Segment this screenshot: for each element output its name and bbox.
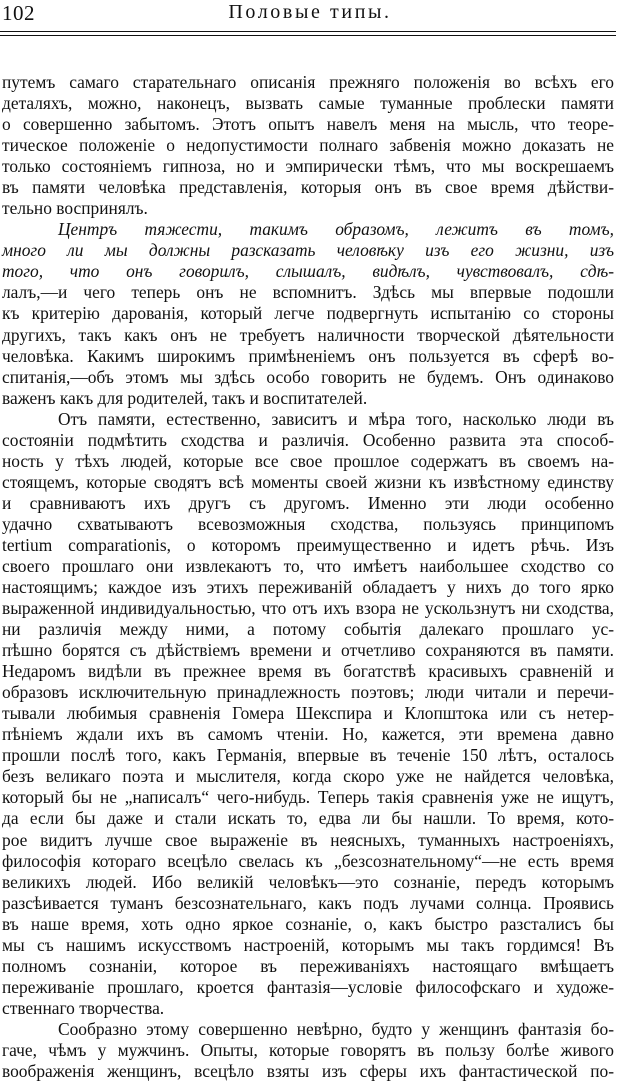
text-line: пѣніемъ ждали ихъ въ самомъ чтеніи. Но, кажется, эти времена давно <box>2 724 614 745</box>
header-rule <box>0 31 616 32</box>
italic-text: много ли мы должны разсказать человѣку изъ его жизни, изъ <box>2 240 614 261</box>
text-line: своего прошлаго они извлекаютъ то, что имѣетъ наибольшее сходство со <box>2 555 614 576</box>
text-line: о совершенно забытомъ. Этотъ опытъ навелъ меня на мысль, что теоре- <box>2 114 614 135</box>
text-line: безъ великаго поэта и мыслителя, когда скоро уже не найдется человѣка, <box>2 766 614 787</box>
text-line: человѣка. Какимъ широкимъ примѣненіемъ онъ пользуется въ сферѣ во- <box>2 345 614 366</box>
text-line: мы съ нашимъ искусствомъ настроеній, которымъ мы такъ гордимся! Въ <box>2 934 614 955</box>
text-line: ность у тѣхъ людей, которые все свое прошлое содержатъ въ своемъ на- <box>2 450 614 471</box>
text-line: только состояніемъ гипноза, но и эмпирически тѣмъ, что мы воскрешаемъ <box>2 156 614 177</box>
text-line: путемъ самаго старательнаго описанія прежняго положенія во всѣхъ его <box>2 72 614 92</box>
italic-text: Центръ тяжести, такимъ образомъ, лежитъ въ томъ, <box>58 219 614 240</box>
text-line: полномъ сознаніи, которое въ переживаніяхъ настоящаго вмѣщаетъ <box>2 955 614 976</box>
text-line: ни различія между ними, а потому событія далекаго прошлаго ус- <box>2 619 614 640</box>
text-line: деталяхъ, можно, наконецъ, вызвать самые туманные проблески памяти <box>2 93 614 114</box>
text-line: Недаромъ видѣли въ прежнее время въ богатствѣ красивыхъ сравненій и <box>2 661 614 682</box>
text-line: тельно воспринялъ. <box>2 198 148 219</box>
text-line: пѣшно борятся съ дѣйствіемъ времени и отчетливо сохраняются въ памяти. <box>2 640 614 661</box>
text-line: состояніи подмѣтить сходства и различія. Особенно развита эта способ- <box>2 429 614 450</box>
page-number: 102 <box>2 1 35 25</box>
text-line: философія котораго всецѣло свелась къ „безсознательному“—не есть время <box>2 850 614 871</box>
text-line: и сравниваютъ ихъ другъ съ другомъ. Именно эти люди особенно <box>2 492 614 513</box>
text-line: удачно схватываютъ всевозможныя сходства, пользуясь принципомъ <box>2 513 614 534</box>
text-line: ственнаго творчества. <box>2 997 165 1018</box>
text-line: который бы не „написалъ“ чего-нибудь. Теперь такія сравненія уже не ищутъ, <box>2 787 614 808</box>
text-line: переживаніе прошлаго, кроется фантазія—условіе философскаго и художе- <box>2 976 614 997</box>
running-title: Половые типы. <box>228 1 392 23</box>
text-line: выраженной индивидуальностью, что отъ ихъ взора не ускользнутъ ни сходства, <box>2 598 614 619</box>
text-line: въ памяти человѣка представленія, которыя онъ въ свое время дѣйстви- <box>2 177 614 198</box>
text-line: лалъ,—и чего теперь онъ не вспомнитъ. Здѣсь мы впервые подошли <box>2 282 614 303</box>
text-line: разсѣивается туманъ безсознательнаго, какъ подъ лучами солнца. Проявись <box>2 892 614 913</box>
text-line: tertium comparationis, о которомъ преимущественно и идетъ рѣчь. Изъ <box>2 534 614 555</box>
text-line: стоящемъ, которые сводятъ всѣ моменты своей жизни къ извѣстному единству <box>2 471 614 492</box>
text-line: рое видитъ лучше свое выраженіе въ неясныхъ, туманныхъ настроеніяхъ, <box>2 829 614 850</box>
text-line: спитанія,—объ этомъ мы здѣсь особо говорить не будемъ. Онъ одинаково <box>2 366 614 387</box>
text-line: великихъ людей. Ибо великій человѣкъ—это сознаніе, передъ которымъ <box>2 871 614 892</box>
text-line <box>2 240 614 261</box>
text-line: тическое положеніе о недопустимости полнаго забвенія можно доказать не <box>2 135 614 156</box>
page-header <box>0 0 620 30</box>
header-rule-thin <box>0 35 616 36</box>
text-line: тывали любимыя сравненія Гомера Шекспира и Клопштока или съ нетер- <box>2 703 614 724</box>
text-line: важенъ какъ для родителей, такъ и воспитателей. <box>2 387 368 408</box>
text-line <box>2 261 614 282</box>
text-line: Отъ памяти, естественно, зависитъ и мѣра того, насколько люди въ <box>58 408 614 429</box>
text-line: да если бы даже и стали искать то, едва ли бы нашли. То время, кото- <box>2 808 614 829</box>
text-line: къ критерію дарованія, который легче подвергнуть испытанію со стороны <box>2 303 614 324</box>
text-line: Сообразно этому совершенно невѣрно, будто у женщинъ фантазія бо- <box>58 1018 614 1039</box>
text-line: прошли послѣ того, какъ Германія, впервые въ теченіе 150 лѣтъ, осталось <box>2 745 614 766</box>
text-line: образовъ исключительную принадлежность поэтовъ; люди читали и перечи- <box>2 682 614 703</box>
text-line: настоящимъ; каждое изъ этихъ переживаній обладаетъ у нихъ до того ярко <box>2 577 614 597</box>
text-line: гаче, чѣмъ у мужчинъ. Опыты, которые говорятъ въ пользу болѣе живого <box>2 1039 614 1060</box>
text-line: въ наше время, хоть одно яркое сознаніе, о, какъ быстро разсталисъ бы <box>2 913 614 934</box>
text-line <box>58 219 614 240</box>
text-line: другихъ, такъ какъ онъ не требуетъ наличности творческой дѣятельности <box>2 324 614 345</box>
text-line: воображенія женщинъ, всецѣло взяты изъ сферы ихъ фантастической по- <box>2 1060 614 1081</box>
italic-text: того, что онъ говорилъ, слышалъ, видѣлъ, чувствовалъ, сдѣ- <box>2 261 614 282</box>
